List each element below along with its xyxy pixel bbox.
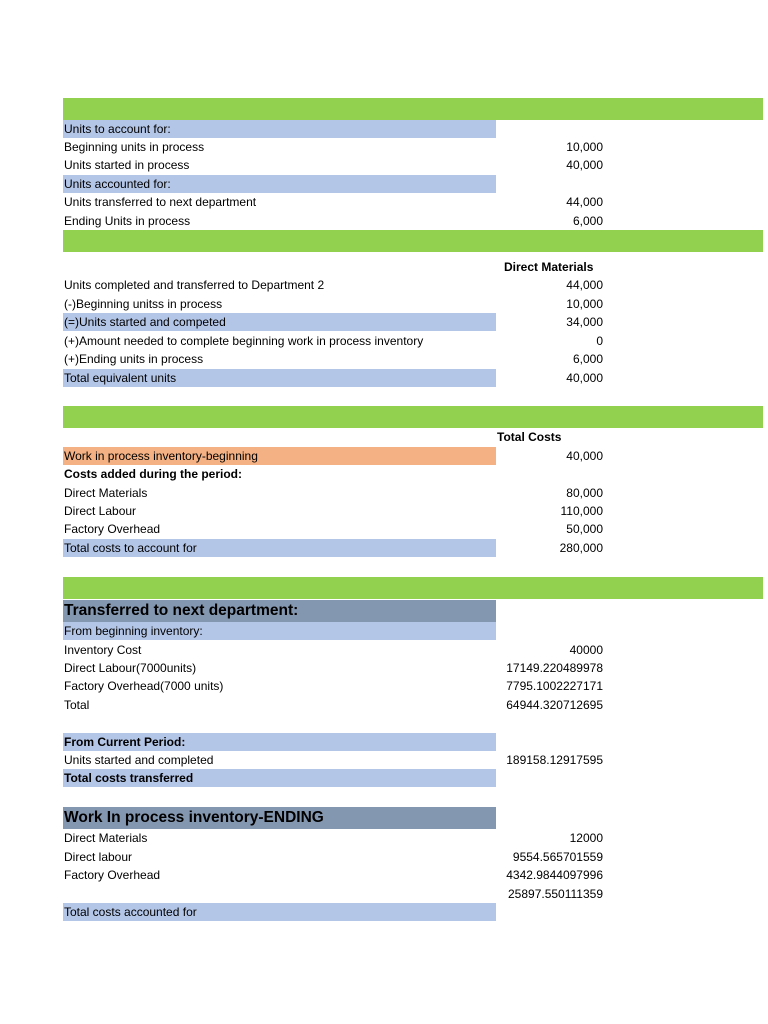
row-label: Total [64,698,90,712]
row-value: 0 [596,334,603,348]
row-label: (-)Beginning unitss in process [64,297,223,311]
row-value: 17149.220489978 [506,661,603,675]
row-value: 40,000 [566,158,603,172]
row-label: (+)Amount needed to complete beginning work in process inventory [64,334,424,348]
row-value: 64944.320712695 [506,698,603,712]
row-label: (=)Units started and competed [64,315,226,329]
row-value: 4342.9844097996 [506,868,603,882]
wip-ending-title: Work In process inventory-ENDING [64,809,324,826]
row-label: Factory Overhead [64,868,161,882]
direct-materials-column-header: Direct Materials [504,260,594,274]
row-label: Beginning units in process [64,140,205,154]
row-label: Factory Overhead(7000 units) [64,679,224,693]
row-value: 50,000 [566,522,603,536]
row-label: (+)Ending units in process [64,352,204,366]
row-label: Work in process inventory-beginning [64,449,258,463]
row-value: 12000 [569,831,603,845]
row-value: 7795.1002227171 [506,679,603,693]
row-label: Direct Materials [64,831,148,845]
row-value: 80,000 [566,486,603,500]
row-label: Total equivalent units [64,371,177,385]
row-label: Ending Units in process [64,214,191,228]
row-value: 189158.12917595 [506,753,603,767]
section-bar-4 [63,577,763,599]
row-value: 280,000 [559,541,603,555]
from-current-header: From Current Period: [64,735,186,749]
row-label: Factory Overhead [64,522,161,536]
transferred-title: Transferred to next department: [64,602,299,619]
row-value: 110,000 [560,504,603,518]
row-label: Direct Labour [64,504,137,518]
section-bar-1 [63,98,763,120]
from-beginning-header: From beginning inventory: [64,624,203,638]
units-accounted-header: Units accounted for: [64,177,171,191]
row-value: 44,000 [566,278,603,292]
row-value: 40000 [569,643,603,657]
units-to-account-header: Units to account for: [64,122,171,136]
row-label: Direct labour [64,850,133,864]
row-value: 10,000 [566,297,603,311]
section-bar-3 [63,406,763,428]
row-value: 6,000 [572,352,603,366]
row-value: 25897.550111359 [508,887,603,901]
row-value: 40,000 [566,371,603,385]
row-value: 9554.565701559 [512,850,603,864]
row-label: Costs added during the period: [64,467,243,481]
row-label: Total costs accounted for [64,905,197,919]
row-label: Direct Materials [64,486,148,500]
row-value: 34,000 [566,315,603,329]
total-costs-column-header: Total Costs [497,430,562,444]
section-bar-2 [63,230,763,252]
row-label: Units started in process [64,158,190,172]
row-value: 10,000 [566,140,603,154]
row-label: Total costs transferred [64,771,194,785]
row-label: Total costs to account for [64,541,197,555]
row-value: 6,000 [572,214,603,228]
row-label: Units started and completed [64,753,214,767]
row-label: Units completed and transferred to Department 2 [64,278,325,292]
row-value: 40,000 [566,449,603,463]
row-label: Inventory Cost [64,643,142,657]
row-label: Direct Labour(7000units) [64,661,197,675]
row-label: Units transferred to next department [64,195,257,209]
row-value: 44,000 [566,195,603,209]
